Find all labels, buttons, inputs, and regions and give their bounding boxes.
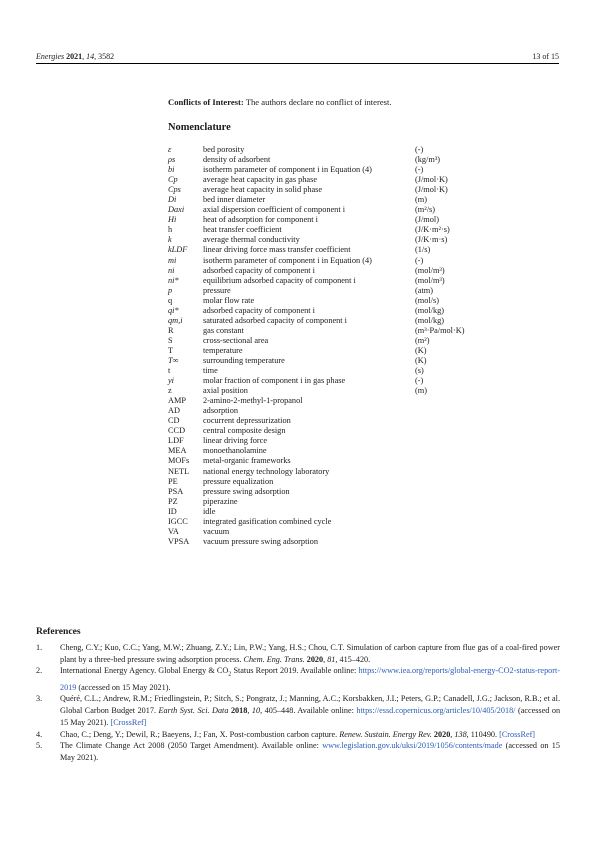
nomenclature-title: Nomenclature bbox=[168, 122, 231, 133]
nomenclature-unit: (mol/m³) bbox=[415, 275, 445, 285]
crossref-link[interactable]: [CrossRef] bbox=[499, 729, 536, 739]
nomenclature-symbol: Cp bbox=[168, 175, 178, 185]
nomenclature-symbol: PZ bbox=[168, 496, 178, 506]
reference-journal: Chem. Eng. Trans. bbox=[243, 654, 305, 664]
nomenclature-definition: temperature bbox=[203, 345, 243, 355]
nomenclature-unit: (-) bbox=[415, 165, 424, 175]
nomenclature-definition: vacuum pressure swing adsorption bbox=[203, 536, 318, 546]
nomenclature-definition: piperazine bbox=[203, 496, 238, 506]
nomenclature-definition: pressure bbox=[203, 285, 231, 295]
nomenclature-symbol: qi* bbox=[168, 305, 179, 315]
nomenclature-unit: (J/mol·K) bbox=[415, 175, 448, 185]
nomenclature-symbol: NETL bbox=[168, 466, 190, 476]
nomenclature-definition: integrated gasification combined cycle bbox=[203, 516, 332, 526]
nomenclature-symbol: Daxi bbox=[168, 205, 185, 215]
nomenclature-symbol: ID bbox=[168, 506, 177, 516]
nomenclature-symbol: mi bbox=[168, 255, 177, 265]
nomenclature-unit: (K) bbox=[415, 355, 427, 365]
nomenclature-symbol: Hi bbox=[168, 215, 177, 225]
reference-year: 2020 bbox=[306, 654, 324, 664]
nomenclature-definition: axial position bbox=[203, 386, 248, 396]
nomenclature-unit: (1/s) bbox=[415, 245, 431, 255]
nomenclature-symbol: ni bbox=[168, 265, 175, 275]
reference-item: 1. Cheng, C.Y.; Kuo, C.C.; Yang, M.W.; Zhuang, Z.Y.; Lin, P.W.; Yang, H.S.; Chou, C.T. Simulation of carbon capture from flue gas of a coal-fired power plant by a three-bed pressure swing adsorption process. Chem. Eng. Trans. 2020, 81, 415–420. bbox=[36, 643, 560, 664]
reference-text: Quéré, C.L.; Andrew, R.M.; Friedlingstein, P.; Sitch, S.; Pongratz, J.; Manning, A.C.; Korsbakken, J.I.; Peters, G.P.; Canadell, J.G.; Jackson, R.B.; et al. Global Carbon Budget 2017. bbox=[60, 694, 560, 716]
reference-text: Cheng, C.Y.; Kuo, C.C.; Yang, M.W.; Zhuang, Z.Y.; Lin, P.W.; Yang, H.S.; Chou, C.T. Simulation of carbon capture from flue gas of a coal-fired power plant by a three-bed pressure swing adsorption process. bbox=[60, 643, 560, 664]
nomenclature-definition: vacuum bbox=[203, 526, 230, 536]
nomenclature-definition: average heat capacity in gas phase bbox=[203, 175, 318, 185]
reference-number: 2. bbox=[36, 666, 43, 676]
nomenclature-unit: (K) bbox=[415, 345, 427, 355]
nomenclature-symbol: R bbox=[168, 325, 174, 335]
reference-journal: Earth Syst. Sci. Data bbox=[158, 706, 229, 716]
reference-number: 5. bbox=[36, 741, 43, 751]
nomenclature-symbol: qm,i bbox=[168, 315, 183, 325]
nomenclature-symbol: bi bbox=[168, 165, 175, 175]
reference-link[interactable]: https://essd.copernicus.org/articles/10/405/2018/ bbox=[356, 706, 516, 716]
nomenclature-unit: (-) bbox=[415, 255, 424, 265]
journal-volume: 14 bbox=[86, 52, 95, 61]
nomenclature-definition: 2-amino-2-methyl-1-propanol bbox=[203, 396, 303, 406]
reference-item: 3. Quéré, C.L.; Andrew, R.M.; Friedlingstein, P.; Sitch, S.; Pongratz, J.; Manning, A.C.; Korsbakken, J.I.; Peters, G.P.; Canadell, J.G.; Jackson, R.B.; et al. Global Carbon Budget 2017. Earth Syst. Sci. Data 2018, 10, 405–448. Available online: https://essd.copernicus.org/articles/10/405/2018/ (accessed on 15 May 2021). [CrossRef] bbox=[36, 694, 561, 727]
nomenclature-symbol: yi bbox=[168, 376, 174, 386]
reference-text-cont: Status Report 2019. Available online: bbox=[231, 666, 359, 676]
references-list bbox=[36, 642, 560, 764]
nomenclature-unit: (m) bbox=[415, 195, 427, 205]
nomenclature-symbol: T bbox=[168, 345, 174, 355]
nomenclature-definition: bed inner diameter bbox=[203, 195, 266, 205]
nomenclature-definition: metal-organic frameworks bbox=[203, 456, 291, 466]
references-title: References bbox=[36, 626, 81, 637]
nomenclature-definition: isotherm parameter of component i in Equation (4) bbox=[203, 165, 372, 175]
reference-item bbox=[36, 740, 560, 763]
nomenclature-symbol: AD bbox=[168, 406, 180, 416]
nomenclature-symbol: Cps bbox=[168, 185, 181, 195]
nomenclature-symbol: k bbox=[168, 235, 172, 245]
nomenclature-definition: idle bbox=[203, 506, 216, 516]
nomenclature-definition: bed porosity bbox=[203, 145, 245, 154]
nomenclature-definition: central composite design bbox=[203, 426, 286, 436]
reference-year: 2018 bbox=[230, 706, 248, 716]
nomenclature-symbol: Di bbox=[168, 195, 177, 205]
reference-number: 4. bbox=[36, 729, 43, 739]
nomenclature-symbol: MEA bbox=[168, 446, 187, 456]
nomenclature-symbol: p bbox=[168, 285, 173, 295]
nomenclature-definition: saturated adsorbed capacity of component i bbox=[203, 315, 347, 325]
nomenclature-symbol: VA bbox=[168, 526, 179, 536]
reference-journal: Renew. Sustain. Energy Rev. bbox=[339, 729, 432, 739]
nomenclature-definition: adsorbed capacity of component i bbox=[203, 265, 315, 275]
nomenclature-definition: equilibrium adsorbed capacity of component i bbox=[203, 275, 356, 285]
nomenclature-symbol: kLDF bbox=[168, 245, 188, 255]
reference-item: 4. Chao, C.; Deng, Y.; Dewil, R.; Baeyens, J.; Fan, X. Post-combustion carbon capture. Renew. Sustain. Energy Rev. 2020, 138, 110490. [CrossRef] bbox=[36, 729, 536, 739]
reference-link[interactable]: https://www.iea.org/reports/global-energy-CO2-status-report-2019 bbox=[60, 666, 560, 692]
nomenclature-symbol: CD bbox=[168, 416, 180, 426]
nomenclature-definition: pressure equalization bbox=[203, 476, 274, 486]
nomenclature-symbol: h bbox=[168, 225, 173, 235]
nomenclature-symbol: ρs bbox=[168, 155, 176, 165]
nomenclature-definition: molar flow rate bbox=[203, 295, 255, 305]
reference-tail: (accessed on 15 May 2021). bbox=[60, 706, 561, 727]
nomenclature-symbol: S bbox=[168, 335, 173, 345]
nomenclature-definition: density of adsorbent bbox=[203, 155, 271, 165]
article-number: 3582 bbox=[98, 52, 115, 61]
nomenclature-definition: time bbox=[203, 366, 218, 376]
nomenclature-definition: axial dispersion coefficient of component i bbox=[203, 205, 346, 215]
nomenclature-unit: (J/K·m²·s) bbox=[415, 225, 450, 235]
nomenclature-symbol: CCD bbox=[168, 426, 186, 436]
nomenclature-definition: heat transfer coefficient bbox=[203, 225, 282, 235]
nomenclature-symbol: VPSA bbox=[168, 536, 190, 546]
reference-tail: (accessed on 15 May 2021). bbox=[76, 682, 171, 692]
nomenclature-symbol: AMP bbox=[168, 396, 186, 406]
nomenclature-definition: gas constant bbox=[203, 325, 244, 335]
nomenclature-unit: (J/mol) bbox=[415, 215, 439, 225]
running-header-citation: Energies 2021, 14, 3582 bbox=[36, 52, 115, 61]
journal-name: Energies bbox=[36, 52, 65, 61]
nomenclature-definition: monoethanolamine bbox=[203, 446, 267, 456]
nomenclature-symbol: z bbox=[168, 386, 172, 396]
conflicts-text: The authors declare no conflict of interest. bbox=[245, 97, 392, 107]
page-number: 13 of 15 bbox=[532, 52, 559, 61]
nomenclature-symbol: t bbox=[168, 366, 171, 376]
nomenclature-symbol: ni* bbox=[168, 275, 179, 285]
reference-year: 2020 bbox=[433, 729, 451, 739]
reference-number: 3. bbox=[36, 694, 43, 704]
reference-link[interactable]: www.legislation.gov.uk/uksi/2019/1056/contents/made bbox=[322, 741, 503, 751]
nomenclature-unit: (J/mol·K) bbox=[415, 185, 448, 195]
nomenclature-unit: (J/K·m·s) bbox=[415, 235, 448, 245]
nomenclature-symbol: MOFs bbox=[168, 456, 190, 466]
nomenclature-unit: (m) bbox=[415, 386, 427, 396]
reference-text: International Energy Agency. Global Energy & CO bbox=[60, 666, 229, 676]
nomenclature-unit: (m³·Pa/mol·K) bbox=[415, 325, 465, 335]
nomenclature-unit: (mol/kg) bbox=[415, 315, 445, 325]
reference-volume: 138 bbox=[454, 729, 467, 739]
nomenclature-definition: national energy technology laboratory bbox=[203, 466, 330, 476]
nomenclature-unit: (m²/s) bbox=[415, 205, 436, 215]
nomenclature-unit: (-) bbox=[415, 145, 424, 154]
nomenclature-symbol: q bbox=[168, 295, 173, 305]
journal-year: 2021 bbox=[66, 52, 83, 61]
nomenclature-symbol: PE bbox=[168, 476, 178, 486]
nomenclature-symbol: LDF bbox=[168, 436, 184, 446]
reference-item bbox=[36, 665, 560, 693]
nomenclature-symbol: IGCC bbox=[168, 516, 188, 526]
reference-volume: 81 bbox=[327, 654, 336, 664]
nomenclature-unit: (mol/m³) bbox=[415, 265, 445, 275]
nomenclature-symbol: ε bbox=[168, 145, 172, 154]
nomenclature-definition: linear driving force bbox=[203, 436, 268, 446]
nomenclature-unit: (-) bbox=[415, 376, 424, 386]
nomenclature-definition: linear driving force mass transfer coefficient bbox=[203, 245, 351, 255]
nomenclature-unit: (kg/m³) bbox=[415, 155, 441, 165]
nomenclature-definition: adsorbed capacity of component i bbox=[203, 305, 315, 315]
reference-subscript: 2 bbox=[228, 672, 232, 679]
reference-volume: 10 bbox=[251, 706, 261, 716]
nomenclature-definition: heat of adsorption for component i bbox=[203, 215, 318, 225]
nomenclature-unit: (s) bbox=[415, 366, 424, 376]
nomenclature-definition: molar fraction of component i in gas phase bbox=[203, 376, 346, 386]
nomenclature-symbol: T∞ bbox=[168, 355, 179, 365]
reference-pages: , 405–448. Available online: bbox=[260, 706, 357, 716]
reference-tail: (accessed on 15 May 2021). bbox=[60, 741, 560, 762]
nomenclature-definition: cocurrent depressurization bbox=[203, 416, 291, 426]
crossref-link[interactable]: [CrossRef] bbox=[110, 717, 147, 727]
conflicts-of-interest bbox=[168, 97, 392, 107]
nomenclature-definition: average thermal conductivity bbox=[203, 235, 300, 245]
reference-text: Chao, C.; Deng, Y.; Dewil, R.; Baeyens, J.; Fan, X. Post-combustion carbon capture. bbox=[60, 729, 338, 739]
nomenclature-definition: cross-sectional area bbox=[203, 335, 269, 345]
header-divider bbox=[36, 63, 559, 64]
nomenclature-unit: (m²) bbox=[415, 335, 430, 345]
nomenclature-definition: adsorption bbox=[203, 406, 239, 416]
nomenclature-unit: (mol/kg) bbox=[415, 305, 445, 315]
nomenclature-definition: isotherm parameter of component i in Equation (4) bbox=[203, 255, 372, 265]
nomenclature-definition: average heat capacity in solid phase bbox=[203, 185, 323, 195]
reference-pages: , 110490. bbox=[466, 729, 500, 739]
nomenclature-unit: (atm) bbox=[415, 285, 433, 295]
reference-pages: , 415–420. bbox=[335, 654, 371, 664]
nomenclature-definition: surrounding temperature bbox=[203, 355, 285, 365]
nomenclature-definition: pressure swing adsorption bbox=[203, 486, 290, 496]
nomenclature-symbol: PSA bbox=[168, 486, 184, 496]
conflicts-heading: Conflicts of Interest: bbox=[168, 97, 244, 107]
reference-number: 1. bbox=[36, 643, 43, 652]
nomenclature-unit: (mol/s) bbox=[415, 295, 439, 305]
reference-text: The Climate Change Act 2008 (2050 Target Amendment). Available online: bbox=[60, 741, 323, 751]
